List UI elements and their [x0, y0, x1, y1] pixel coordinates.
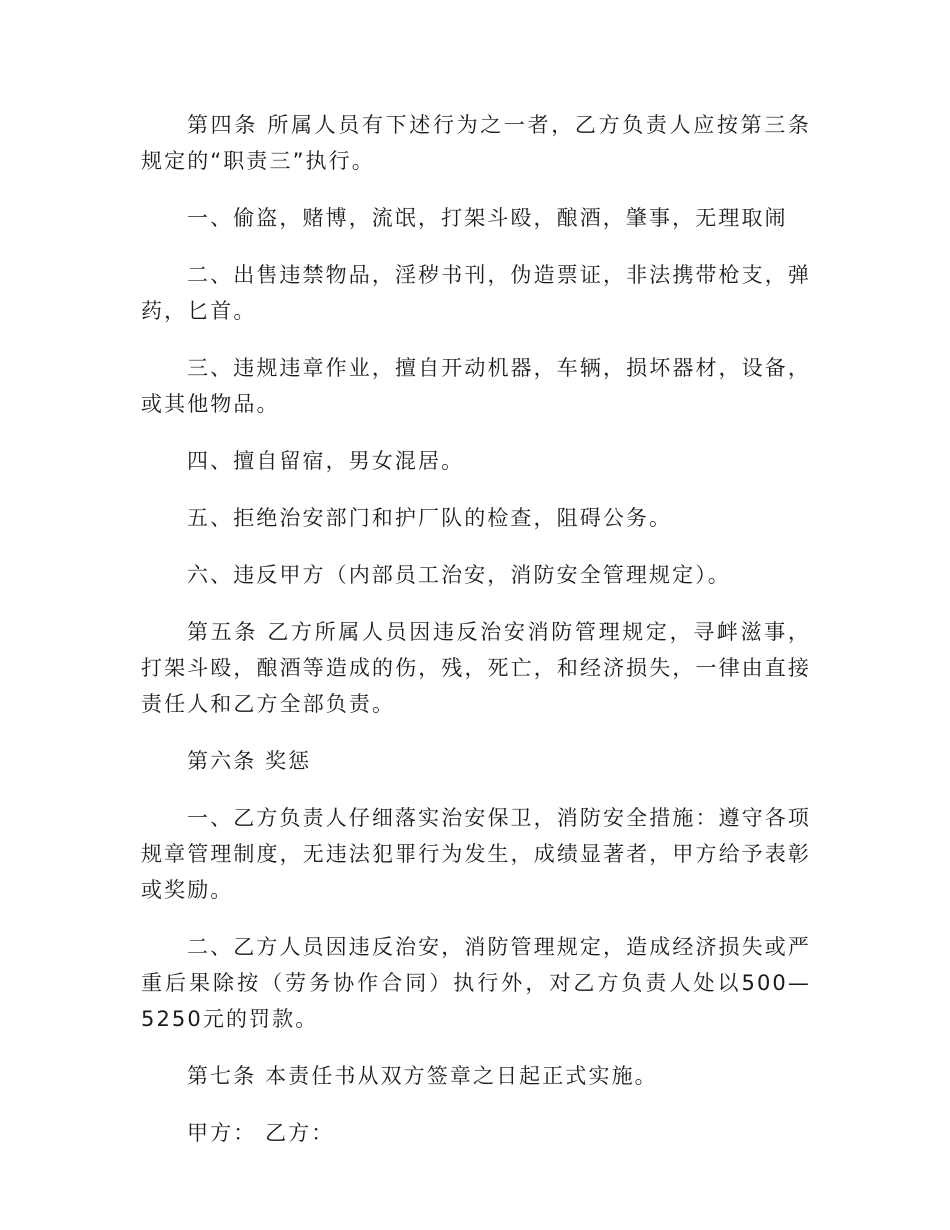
paragraph-item-3: 三、违规违章作业，擅自开动机器，车辆，损坏器材，设备，或其他物品。 — [141, 356, 811, 416]
paragraph-article-7: 第七条 本责任书从双方签章之日起正式实施。 — [187, 1064, 658, 1088]
paragraph-article-5: 第五条 乙方所属人员因违反治安消防管理规定，寻衅滋事，打架斗殴，酿酒等造成的伤，残，死亡，和经济损失，一律由直接责任人和乙方全部负责。 — [141, 620, 811, 716]
paragraph-penalty-item-2: 二、乙方人员因违反治安，消防管理规定，造成经济损失或严重后果除按（劳务协作合同）执行外，对乙方负责人处以500—5250元的罚款。 — [141, 935, 811, 1031]
paragraph-item-5: 五、拒绝治安部门和护厂队的检查，阻碍公务。 — [187, 506, 673, 530]
paragraph-item-6: 六、违反甲方（内部员工治安，消防安全管理规定）。 — [187, 563, 731, 587]
paragraph-item-1: 一、偷盗，赌博，流氓，打架斗殴，酿酒，肇事，无理取闹 — [187, 206, 788, 230]
signature-line: 甲方： 乙方： — [187, 1121, 335, 1145]
document-body — [141, 107, 811, 1151]
paragraph-article-6-heading: 第六条 奖惩 — [187, 749, 312, 773]
paragraph-item-4: 四、擅自留宿，男女混居。 — [187, 449, 465, 473]
paragraph-article-4: 第四条 所属人员有下述行为之一者，乙方负责人应按第三条规定的“职责三”执行。 — [141, 113, 811, 173]
paragraph-reward-item-1: 一、乙方负责人仔细落实治安保卫，消防安全措施：遵守各项规章管理制度，无违法犯罪行为发生，成绩显著者，甲方给予表彰或奖励。 — [141, 806, 811, 902]
paragraph-item-2: 二、出售违禁物品，淫秽书刊，伪造票证，非法携带枪支，弹药，匕首。 — [141, 263, 811, 323]
